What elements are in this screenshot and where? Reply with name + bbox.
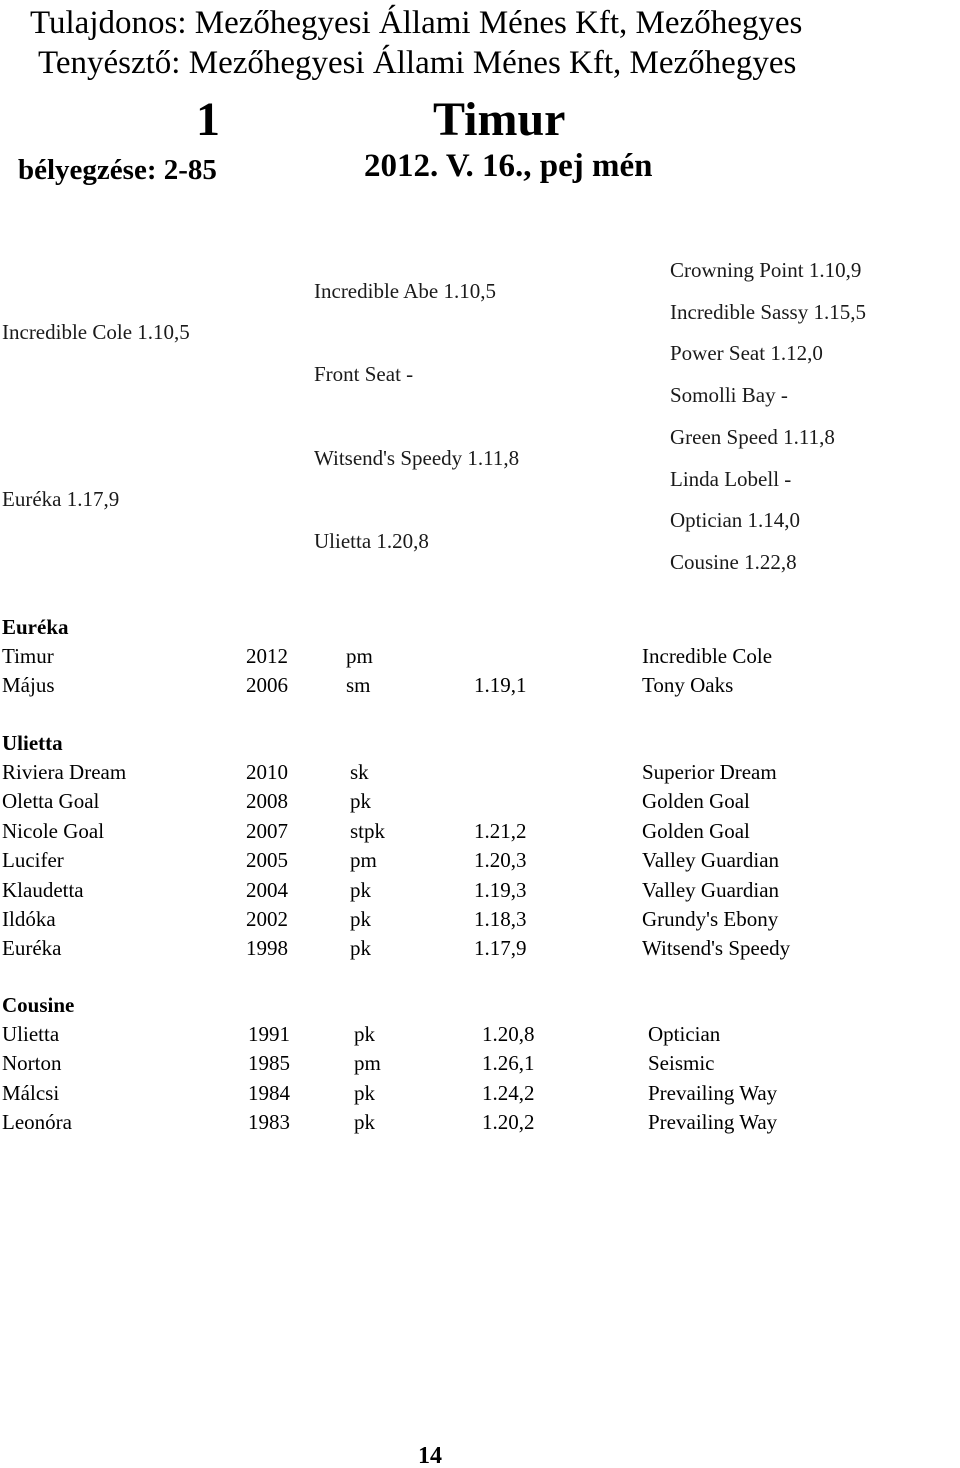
row-name: Timur: [2, 644, 54, 668]
table-row: [0, 1080, 960, 1112]
offspring-section-cousine: [0, 995, 960, 1142]
row-year: 2006: [246, 673, 288, 698]
row-name: Euréka: [2, 936, 62, 961]
table-row: [0, 791, 960, 820]
row-record: 1.19,3: [474, 877, 527, 902]
row-name: Nicole Goal: [2, 818, 105, 843]
row-record: 1.20,2: [482, 1110, 535, 1135]
row-type: sk: [350, 760, 369, 784]
stamp-line: bélyegzése: 2-85: [18, 154, 217, 186]
birth-info: 2012. V. 16., pej mén: [364, 148, 653, 184]
table-row: [0, 762, 960, 791]
row-name: Málcsi: [2, 1080, 60, 1105]
row-record: 1.26,1: [482, 1051, 535, 1076]
table-row: [0, 1053, 960, 1082]
table-row: [0, 646, 960, 675]
row-record: 1.20,3: [474, 848, 527, 873]
row-record: 1.20,8: [482, 1022, 535, 1046]
table-row: [0, 906, 960, 938]
row-type: stpk: [350, 818, 386, 843]
pedigree-gen3-item: Linda Lobell -: [670, 467, 792, 491]
pedigree-dam: Euréka 1.17,9: [2, 487, 120, 511]
row-record: 1.17,9: [474, 936, 527, 961]
row-year: 1984: [248, 1080, 290, 1105]
section-title: Ulietta: [2, 731, 63, 755]
catalog-number: 1: [196, 93, 220, 146]
row-type: pk: [350, 877, 371, 902]
horse-name: Timur: [433, 93, 566, 146]
row-name: Május: [2, 673, 55, 698]
row-name: Lucifer: [2, 848, 64, 873]
row-sire: Valley Guardian: [642, 848, 780, 873]
row-name: Riviera Dream: [2, 760, 127, 784]
pedigree-gen3-item: Somolli Bay -: [670, 383, 788, 407]
row-record: 1.21,2: [474, 818, 527, 843]
row-type: pm: [354, 1051, 381, 1076]
owner-line: Tulajdonos: Mezőhegyesi Állami Ménes Kft, Mezőhegyes: [30, 5, 803, 41]
row-year: 2007: [246, 818, 288, 843]
row-record: 1.19,1: [474, 673, 527, 698]
row-type: pk: [350, 936, 371, 961]
table-row: [0, 938, 960, 967]
pedigree-sire: Incredible Cole 1.10,5: [2, 320, 190, 344]
section-title: Euréka: [2, 615, 69, 639]
table-row: [0, 1024, 960, 1053]
row-name: Ulietta: [2, 1022, 60, 1046]
row-sire: Golden Goal: [642, 818, 750, 843]
row-sire: Golden Goal: [642, 789, 750, 814]
row-type: pk: [354, 1022, 375, 1046]
row-year: 2005: [246, 848, 288, 873]
page-number: 14: [418, 1443, 442, 1468]
row-type: sm: [346, 673, 371, 698]
row-type: pk: [350, 789, 371, 814]
pedigree-gen3-item: Power Seat 1.12,0: [670, 341, 823, 365]
row-year: 1998: [246, 936, 288, 961]
pedigree-dam-sire: Witsend's Speedy 1.11,8: [314, 446, 520, 470]
row-record: 1.18,3: [474, 906, 527, 931]
breeder-line: Tenyésztő: Mezőhegyesi Állami Ménes Kft, Mezőhegyes: [38, 45, 797, 81]
row-name: Ildóka: [2, 906, 56, 931]
row-name: Leonóra: [2, 1110, 72, 1135]
section-title: Cousine: [2, 993, 75, 1017]
table-row: [0, 877, 960, 909]
row-year: 2010: [246, 760, 288, 784]
pedigree-gen3-item: Optician 1.14,0: [670, 508, 801, 532]
row-name: Oletta Goal: [2, 789, 100, 814]
row-type: pm: [350, 848, 377, 873]
row-year: 2012: [246, 644, 288, 668]
row-year: 1991: [248, 1022, 290, 1046]
row-record: 1.24,2: [482, 1080, 535, 1105]
row-sire: Optician: [648, 1022, 721, 1046]
row-sire: Valley Guardian: [642, 877, 780, 902]
row-year: 1983: [248, 1110, 290, 1135]
row-year: 2004: [246, 877, 288, 902]
row-year: 1985: [248, 1051, 290, 1076]
pedigree-gen3-item: Green Speed 1.11,8: [670, 425, 835, 449]
pedigree-gen3-item: Incredible Sassy 1.15,5: [670, 300, 866, 324]
table-row: [0, 1112, 960, 1141]
row-year: 2008: [246, 789, 288, 814]
table-row: [0, 850, 960, 879]
row-sire: Prevailing Way: [648, 1080, 778, 1105]
pedigree-sire-sire: Incredible Abe 1.10,5: [314, 279, 496, 303]
table-row: [0, 818, 960, 850]
row-name: Klaudetta: [2, 877, 84, 902]
row-sire: Superior Dream: [642, 760, 777, 784]
pedigree-dam-dam: Ulietta 1.20,8: [314, 529, 429, 553]
row-sire: Tony Oaks: [642, 673, 734, 698]
table-row: [0, 675, 960, 704]
pedigree-sire-dam: Front Seat -: [314, 362, 414, 386]
row-sire: Grundy's Ebony: [642, 906, 779, 931]
row-year: 2002: [246, 906, 288, 931]
offspring-section-ulietta: [0, 733, 960, 968]
row-sire: Incredible Cole: [642, 644, 773, 668]
row-sire: Seismic: [648, 1051, 715, 1076]
row-sire: Witsend's Speedy: [642, 936, 791, 961]
row-name: Norton: [2, 1051, 62, 1076]
row-type: pk: [354, 1080, 375, 1105]
row-type: pk: [350, 906, 371, 931]
pedigree-gen3-item: Crowning Point 1.10,9: [670, 258, 862, 282]
pedigree-gen3-item: Cousine 1.22,8: [670, 550, 797, 574]
row-type: pm: [346, 644, 373, 668]
offspring-section-eureka: [0, 617, 960, 705]
row-type: pk: [354, 1110, 375, 1135]
row-sire: Prevailing Way: [648, 1110, 778, 1135]
